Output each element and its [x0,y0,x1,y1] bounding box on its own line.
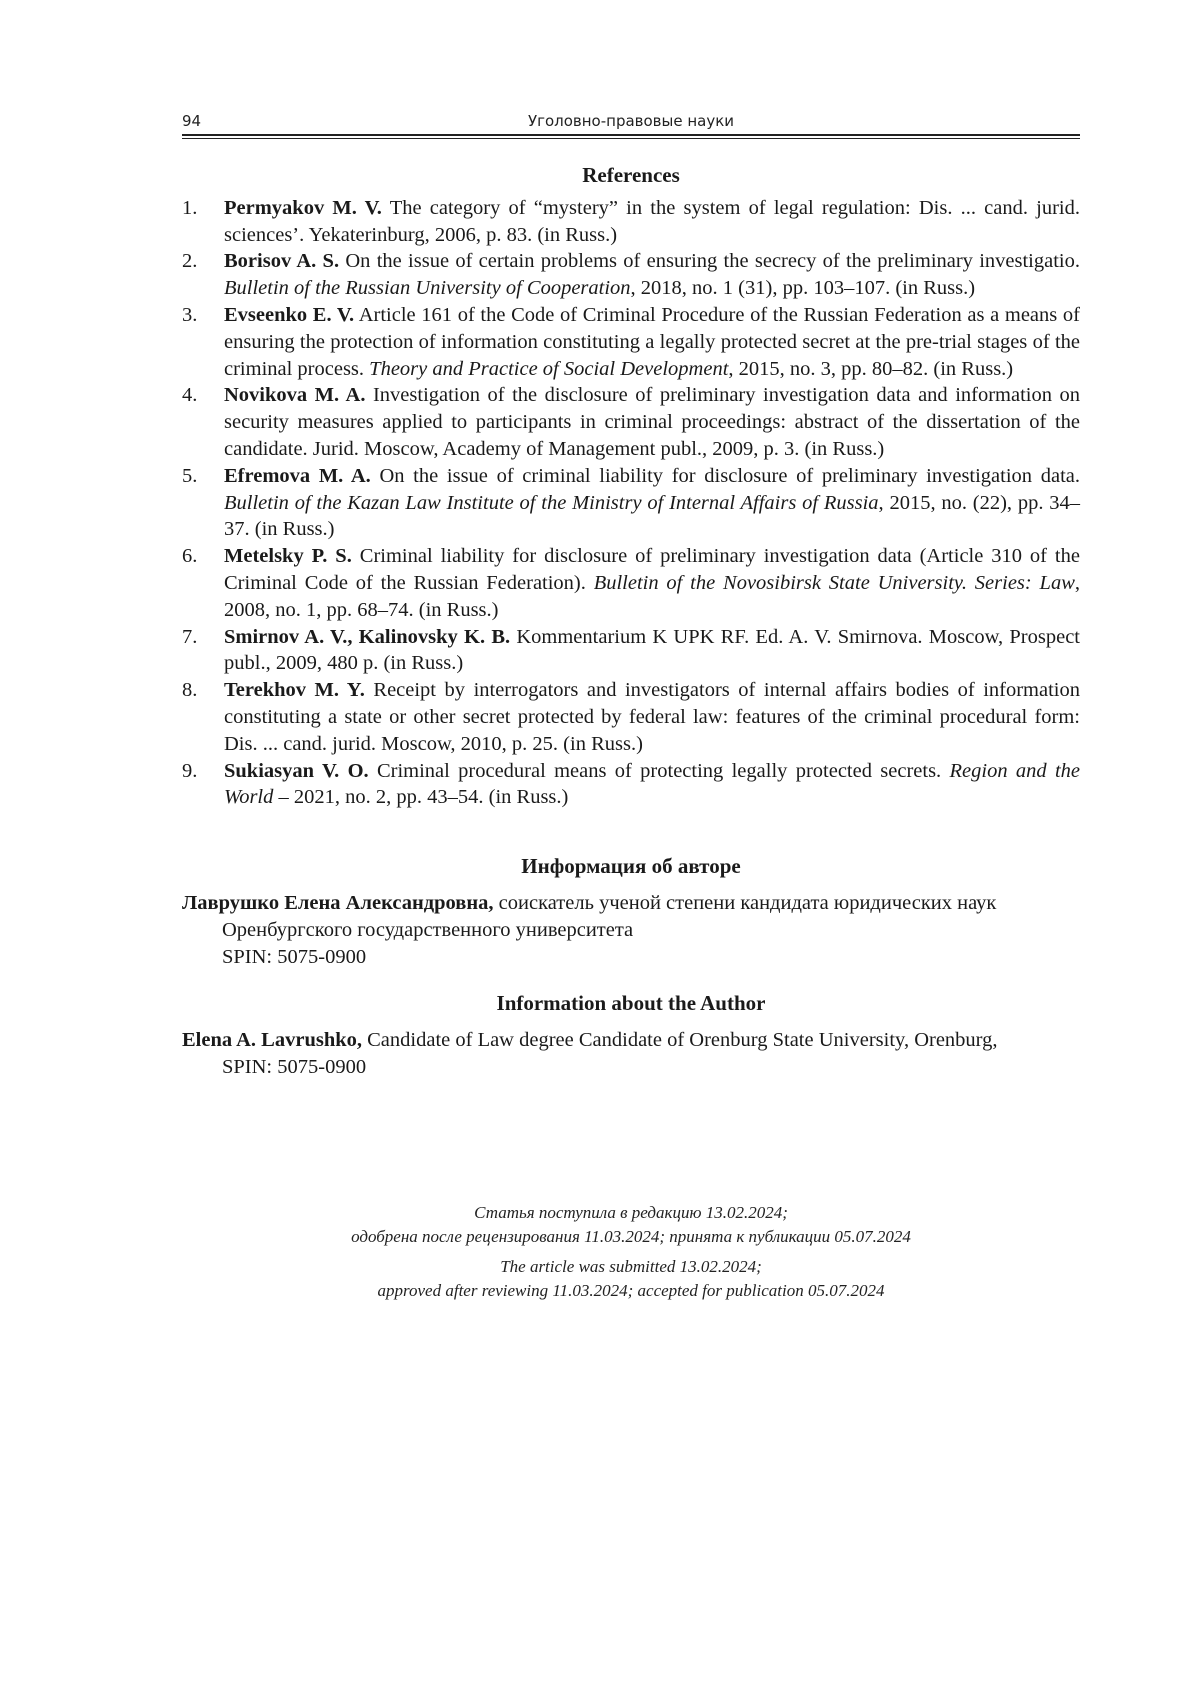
dates-ru-line2: одобрена после рецензирования 11.03.2024; принята к публикации 05.07.2024 [351,1227,911,1246]
reference-author: Borisov A. S. [224,250,340,273]
author-name-ru: Лаврушко Елена Александровна, [182,891,494,914]
reference-number: 4. [182,384,198,407]
reference-author: Efremova M. A. [224,464,371,487]
journal-section-title: Уголовно-правовые науки [527,112,735,130]
reference-tail: , 2018, no. 1 (31), pp. 103–107. (in Russ.) [630,277,976,300]
header-rule-thin [182,138,1080,139]
reference-tail: – 2021, no. 2, pp. 43–54. (in Russ.) [273,786,569,809]
reference-text: Article 161 of the Code of Criminal Procedure of the Russian Federation as a means of ensuring the protection of information constituting a legally protected secret at the pre-trial stages of the criminal process. [224,303,1080,380]
reference-number: 6. [182,545,198,568]
reference-item [182,195,1080,249]
article-dates [182,1201,1080,1303]
reference-tail: , 2008, no. 1, pp. 68–74. (in Russ.) [224,571,1080,621]
reference-item [182,758,1080,812]
author-info-en-title: Information about the Author [496,991,766,1016]
reference-item [182,463,1080,543]
reference-text: Criminal procedural means of protecting legally protected secrets. [368,759,950,782]
reference-author: Novikova M. A. [224,384,366,407]
reference-journal: Bulletin of the Russian University of Cooperation [224,277,631,300]
running-head [182,112,1080,134]
reference-journal: Bulletin of the Kazan Law Institute of the Ministry of Internal Affairs of Russia [224,491,879,514]
main-content [182,162,1080,1081]
reference-journal: Region and the World [224,759,1080,809]
dates-ru-line1: Статья поступила в редакцию 13.02.2024; [474,1203,788,1222]
references-list [182,195,1080,811]
reference-item [182,248,1080,302]
reference-item [182,677,1080,757]
author-info-en [182,1027,1080,1081]
page-number: 94 [182,112,202,130]
reference-author: Evseenko E. V. [224,303,355,326]
reference-author: Smirnov A. V., Kalinovsky K. B. [224,625,511,648]
author-info-ru-title: Информация об авторе [521,854,741,879]
reference-text: Investigation of the disclosure of preliminary investigation data and information on security measures applied to participants in criminal proceedings: abstract of the dissertation of the candidate. Jurid. Moscow, Academy of Management publ., 2009, p. 3. (in Russ.) [224,384,1080,460]
reference-item [182,382,1080,462]
reference-text: On the issue of certain problems of ensuring the secrecy of the preliminary investigatio. [339,250,1080,273]
reference-number: 3. [182,303,198,326]
reference-journal: Theory and Practice of Social Development [369,357,729,380]
reference-number: 2. [182,250,198,273]
reference-text: On the issue of criminal liability for disclosure of preliminary investigation data. [370,464,1080,487]
reference-text: Kommentarium K UPK RF. Ed. A. V. Smirnova. Moscow, Prospect publ., 2009, 480 p. (in Russ.) [224,625,1080,675]
reference-number: 9. [182,759,198,782]
reference-item [182,624,1080,678]
reference-author: Metelsky P. S. [224,545,352,568]
author-spin-en: SPIN: 5075-0900 [222,1055,367,1078]
dates-en-line1: The article was submitted 13.02.2024; [500,1257,762,1276]
reference-text: The category of “mystery” in the system of legal regulation: Dis. ... cand. jurid. sciences’. Yekaterinburg, 2006, p. 83. (in Russ.) [224,196,1080,246]
reference-author: Permyakov M. V. [224,196,382,219]
reference-journal: Bulletin of the Novosibirsk State University. Series: Law [593,571,1075,594]
reference-number: 5. [182,464,198,487]
reference-text: Receipt by interrogators and investigators of internal affairs bodies of information constituting a state or other secret protected by federal law: features of the criminal procedural form: Dis. ... cand. jurid. Moscow, 2010, p. 25. (in Russ.) [224,679,1080,755]
author-name-en: Elena A. Lavrushko, [182,1029,362,1052]
reference-author: Terekhov M. Y. [224,679,365,702]
author-description-en: Candidate of Law degree Candidate of Orenburg State University, Orenburg, [362,1029,998,1052]
reference-number: 1. [182,196,198,219]
author-info-ru [182,890,1080,970]
header-rule-thick [182,134,1080,136]
reference-tail: , 2015, no. 3, pp. 80–82. (in Russ.) [728,357,1014,380]
reference-item [182,543,1080,623]
reference-number: 7. [182,625,198,648]
reference-tail: , 2015, no. (22), pp. 34–37. (in Russ.) [224,491,1080,541]
dates-en-line2: approved after reviewing 11.03.2024; accepted for publication 05.07.2024 [377,1281,885,1300]
reference-text: Criminal liability for disclosure of preliminary investigation data (Article 310 of the Criminal Code of the Russian Federation). [224,545,1080,594]
reference-item [182,302,1080,382]
author-spin-ru: SPIN: 5075-0900 [222,945,367,968]
author-description-ru: соискатель ученой степени кандидата юридических наук Оренбургского государственного университета [222,891,997,941]
references-title: References [582,163,680,187]
reference-number: 8. [182,679,198,702]
reference-author: Sukiasyan V. O. [224,759,369,782]
